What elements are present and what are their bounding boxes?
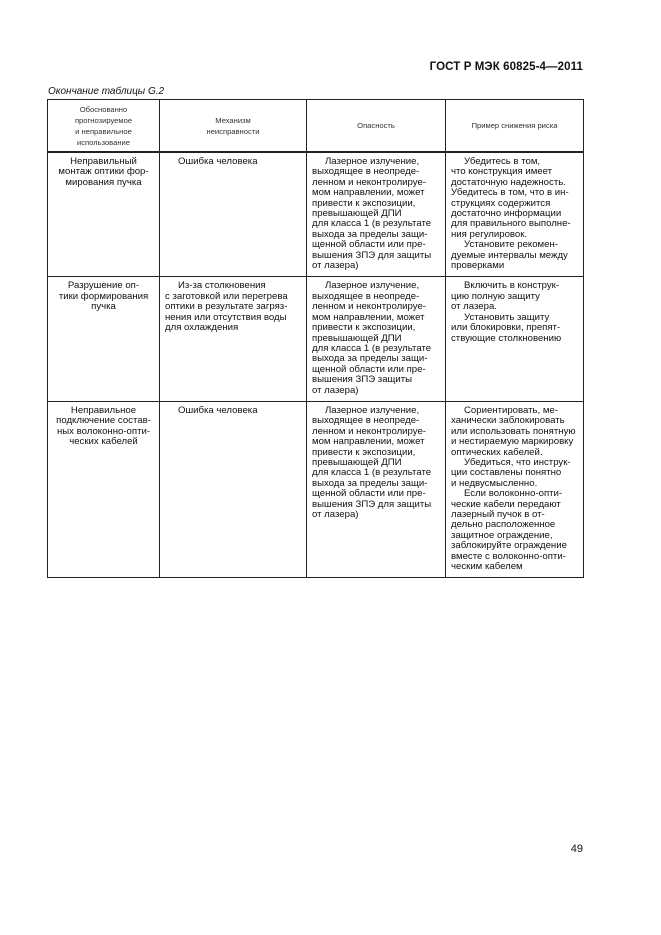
cell-line: нения или отсутствия воды — [165, 311, 287, 323]
cell-line: ных волоконно-опти- — [56, 425, 151, 437]
cell-line: Неправильный — [70, 156, 137, 167]
cell-line: пучка — [91, 301, 116, 313]
cell-line: ленном и неконтролируе- — [312, 425, 426, 437]
cell-line: оптики в результате загряз- — [165, 301, 288, 313]
cell-line: проверками — [451, 260, 505, 272]
cell-line: цию полную защиту — [451, 290, 540, 302]
cell-line: превышающей ДПИ — [312, 208, 402, 220]
cell-hazard — [307, 152, 446, 277]
cell-line: Ошибка человека — [178, 156, 258, 167]
cell-line: ленном и неконтролируе- — [312, 176, 426, 188]
cell-line: заблокируйте ограждение — [451, 540, 567, 552]
cell-line: Включить в конструк- — [464, 280, 560, 292]
cell-line: защитное ограждение, — [451, 529, 553, 541]
cell-line: Неправильное — [70, 404, 137, 416]
cell-line: мом направлении, может — [312, 436, 425, 448]
column-header-mechanism — [160, 100, 307, 153]
cell-line: или использовать понятную — [451, 425, 576, 437]
header-line: и неправильное — [75, 126, 132, 136]
cell-line: для класса 1 (в результате — [312, 218, 432, 230]
cell-line: оптических кабелей. — [451, 446, 543, 458]
cell-line: мом направлении, может — [312, 311, 425, 323]
cell-line: Установите рекомен- — [464, 239, 558, 251]
header-line: Пример снижения риска — [471, 121, 558, 130]
cell-line: от лазера) — [312, 509, 359, 520]
cell-line: Разрушение оп- — [67, 280, 140, 292]
cell-mitigation — [446, 401, 584, 578]
table-row — [48, 152, 584, 277]
cell-line: ствующие столкновению — [451, 332, 562, 344]
cell-line: мом направлении, может — [312, 187, 425, 199]
cell-line: ния регулировок. — [451, 228, 528, 240]
cell-line: превышающей ДПИ — [312, 332, 402, 344]
cell-line: достаточную надежность. — [451, 176, 566, 188]
document-code-header: ГОСТ Р МЭК 60825-4—2011 — [429, 61, 583, 73]
cell-line: вышения ЗПЭ защиты — [312, 374, 413, 386]
hazard-table — [47, 99, 584, 578]
table-row — [48, 277, 584, 401]
header-line: неисправности — [206, 126, 260, 136]
cell-line: тики формирования — [58, 290, 149, 302]
cell-line: ческие кабели передают — [451, 498, 561, 510]
cell-line: щенной области или пре- — [312, 363, 426, 375]
cell-line: Установить защиту — [464, 311, 550, 323]
column-header-hazard — [307, 100, 446, 153]
cell-line: выходящее в неопреде- — [312, 166, 420, 178]
header-line: использование — [76, 137, 131, 147]
header-line: Обоснованно — [79, 104, 128, 114]
cell-line: привести к экспозиции, — [312, 322, 416, 334]
cell-line: выходящее в неопреде- — [312, 415, 420, 427]
cell-mechanism — [160, 152, 307, 277]
cell-line: выхода за пределы защи- — [312, 353, 428, 365]
cell-line: дуемые интервалы между — [451, 249, 568, 261]
cell-line: с заготовкой или перегрева — [165, 290, 288, 302]
cell-line: от лазера) — [312, 384, 359, 396]
cell-line: Сориентировать, ме- — [464, 404, 558, 416]
cell-use — [48, 152, 160, 277]
cell-line: выходящее в неопреде- — [312, 290, 420, 302]
cell-line: достаточно информации — [451, 208, 562, 220]
page-number: 49 — [570, 843, 583, 855]
cell-mechanism — [160, 401, 307, 578]
cell-line: для охлаждения — [165, 322, 239, 334]
cell-line: Лазерное излучение, — [325, 156, 420, 167]
cell-line: привести к экспозиции, — [312, 197, 416, 209]
cell-line: ческих кабелей — [69, 436, 138, 448]
cell-line: вышения ЗПЭ для защиты — [312, 498, 432, 510]
cell-line: щенной области или пре- — [312, 488, 426, 500]
cell-line: Если волоконно-опти- — [464, 488, 563, 500]
cell-line: Из-за столкновения — [178, 280, 266, 292]
table-caption: Окончание таблицы G.2 — [48, 86, 165, 97]
cell-line: что конструкция имеет — [451, 166, 553, 178]
cell-line: Убедиться, что инструк- — [464, 456, 571, 468]
cell-line: монтаж оптики фор- — [58, 166, 149, 178]
header-line: Механизм — [215, 115, 251, 125]
cell-mitigation — [446, 277, 584, 401]
cell-line: для правильного выполне- — [451, 218, 571, 230]
header-line: прогнозируемое — [74, 115, 133, 125]
cell-line: подключение состав- — [56, 415, 151, 427]
cell-line: выхода за пределы защи- — [312, 477, 428, 489]
table-row — [48, 401, 584, 578]
cell-line: мирования пучка — [65, 176, 142, 188]
cell-line: и недвусмысленно. — [451, 477, 538, 489]
cell-line: вышения ЗПЭ для защиты — [312, 249, 432, 261]
cell-line: щенной области или пре- — [312, 239, 426, 251]
cell-line: и нестираемую маркировку — [451, 436, 574, 448]
cell-line: Убедитесь в том, — [464, 156, 541, 167]
cell-line: для класса 1 (в результате — [312, 342, 432, 354]
cell-line: Убедитесь в том, что в ин- — [451, 187, 569, 199]
table-header-row — [48, 100, 584, 153]
cell-hazard — [307, 277, 446, 401]
cell-line: ханически заблокировать — [451, 415, 565, 427]
cell-line: ленном и неконтролируе- — [312, 301, 426, 313]
cell-line: или блокировки, препят- — [451, 322, 561, 334]
cell-line: превышающей ДПИ — [312, 456, 402, 468]
cell-line: ческим кабелем — [451, 561, 523, 573]
cell-mitigation — [446, 152, 584, 277]
cell-line: привести к экспозиции, — [312, 446, 416, 458]
column-header-mitigation — [446, 100, 584, 153]
header-line: Опасность — [357, 121, 395, 130]
cell-line: Лазерное излучение, — [325, 280, 420, 292]
cell-line: лазерный пучок в от- — [451, 509, 545, 520]
cell-line: ции составлены понятно — [451, 467, 562, 479]
cell-line: струкциях содержится — [451, 197, 551, 209]
cell-line: дельно расположенное — [451, 519, 556, 531]
cell-hazard — [307, 401, 446, 578]
cell-line: Ошибка человека — [178, 404, 258, 416]
cell-line: от лазера) — [312, 260, 359, 272]
cell-line: Лазерное излучение, — [325, 404, 420, 416]
cell-mechanism — [160, 277, 307, 401]
cell-use — [48, 277, 160, 401]
cell-line: от лазера. — [451, 301, 497, 313]
cell-line: для класса 1 (в результате — [312, 467, 432, 479]
cell-use — [48, 401, 160, 578]
column-header-use — [48, 100, 160, 153]
cell-line: вместе с волоконно-опти- — [451, 550, 566, 562]
cell-line: выхода за пределы защи- — [312, 228, 428, 240]
